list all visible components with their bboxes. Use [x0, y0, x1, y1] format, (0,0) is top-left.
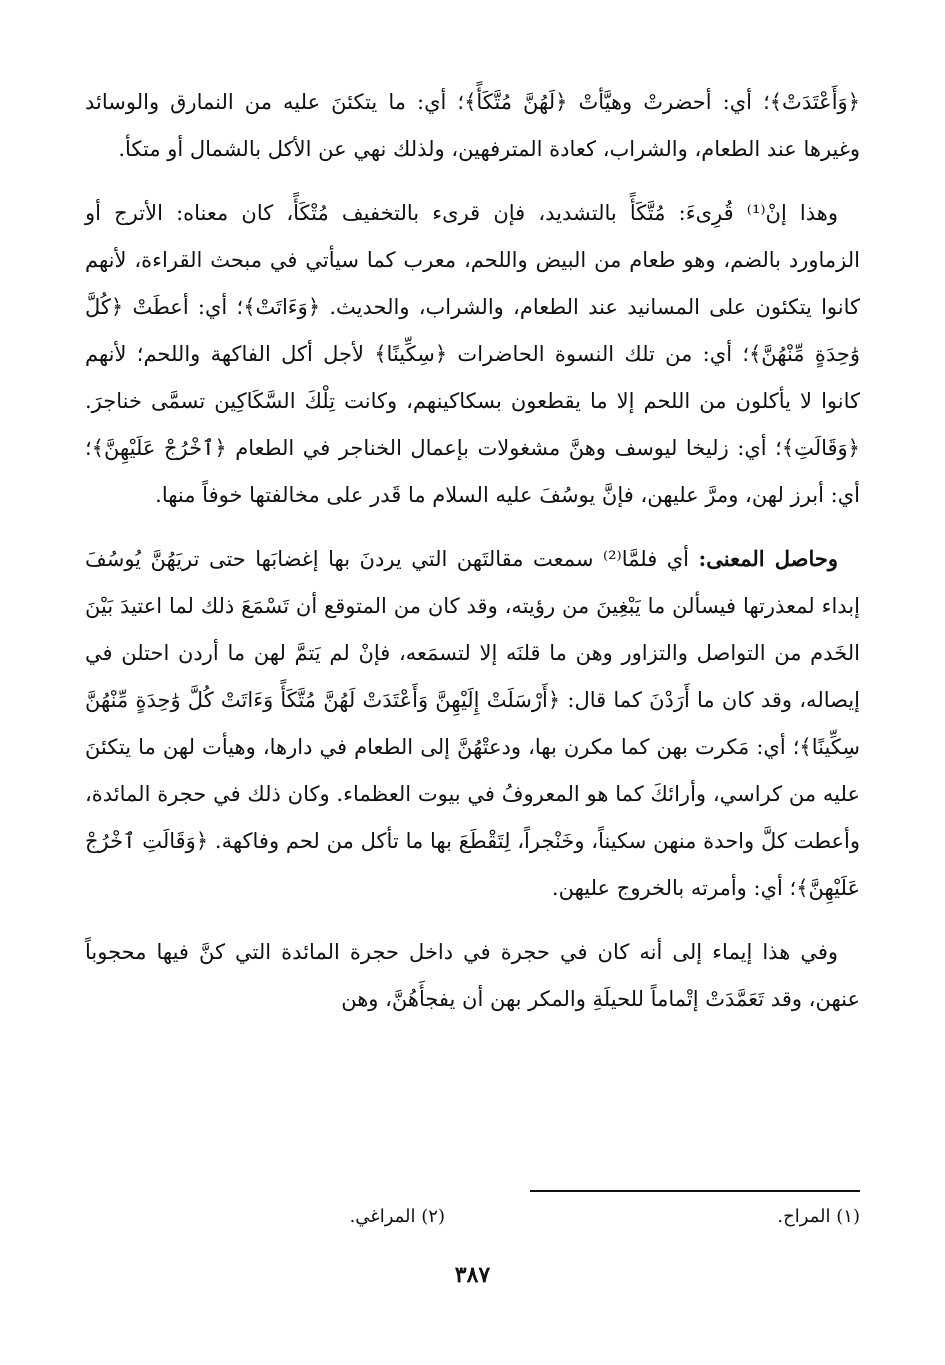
footnote-2: (٢) المراغي. [349, 1206, 445, 1227]
paragraph-text: وهذا إنْ⁽¹⁾ قُرِىءَ: مُتَّكَأً بالتشديد، فإن قرىء بالتخفيف مُتْكَأً، كان معناه: الأترج أو الزماورد بالضم، وهو طعام من البيض واللحم، معرب كما سيأتي في مبحث القراءة، لأنهم كانوا يتكئون على المسانيد عند الطعام، والشراب، والحديث. ﴿وَءَاتَتْ﴾؛ أي: أعطَتْ ﴿كُلَّ وَٰحِدَةٍ مِّنْهُنَّ﴾؛ أي: من تلك النسوة الحاضرات ﴿سِكِّينًا﴾ لأجل أكل الفاكهة واللحم؛ لأنهم كانوا لا يأكلون من اللحم إلا ما يقطعون بسكاكينهم، وكانت تِلْكَ السَّكَاكِين تسمَّى خناجرَ. ﴿وَقَالَتِ﴾؛ أي: زليخا ليوسف وهنَّ مشغولات بإعمال الخناجر في الطعام ﴿ٱخْرُجْ عَلَيْهِنَّ﴾؛ أي: أبرز لهن، ومرَّ عليهن، فإنَّ يوسُفَ عليه السلام ما قَدر على مخالفتها خوفاً منها. [85, 201, 860, 507]
paragraph-lead: وحاصل المعنى: [698, 546, 838, 571]
page-number: ٣٨٧ [454, 1262, 491, 1288]
paragraph-text: أي فلمَّا⁽²⁾ سمعت مقالتَهن التي يردنَ بها إغضابَها حتى تريَهُنَّ يُوسُفَ إبداء لمعذرتها فيسألن ما يَبْغِينَ من رؤيته، وقد كان من المتوقع أن تَسْمَعَ ذلك لما اعتيدَ بَيْنَ الخَدم من التواصل والتزاور وهن ما قلنَه إلا لتسمَعه، فإنْ لم يَتمَّ لهن ما أردن احتلن في إيصاله، وقد كان ما أَرَدْنَ كما قال: ﴿أَرْسَلَتْ إِلَيْهِنَّ وَأَعْتَدَتْ لَهُنَّ مُتَّكَأً وَءَاتَتْ كُلَّ وَٰحِدَةٍ مِّنْهُنَّ سِكِّينًا﴾؛ أي: مَكرت بهن كما مكرن بها، ودعتْهُنَّ إلى الطعام في دارها، وهيأت لهن ما يتكئنَ عليه من كراسي، وأرائكَ كما هو المعروفُ في بيوت العظماء. وكان ذلك في حجرة المائدة، وأعطت كلَّ واحدة منهن سكيناً، وخَنْجراً، لِتَقْطَعَ بها ما تأكل من لحم وفاكهة. ﴿وَقَالَتِ ٱخْرُجْ عَلَيْهِنَّ﴾؛ أي: وأمرته بالخروج عليهن. [85, 547, 860, 900]
paragraph-4 [85, 928, 860, 1023]
paragraph-2 [85, 189, 860, 519]
footnote-1: (١) المراح. [777, 1206, 860, 1227]
paragraph-1 [85, 78, 860, 173]
paragraph-text: ﴿وَأَعْتَدَتْ﴾؛ أي: أحضرتْ وهيَّأتْ ﴿لَهُنَّ مُتَّكَأً﴾؛ أي: ما يتكئنَ عليه من النمارق والوسائد وغيرها عند الطعام، والشراب، كعادة المترفهين، ولذلك نهي عن الأكل بالشمال أو متكأ. [85, 90, 860, 161]
paragraph-3 [85, 535, 860, 912]
body-text [85, 78, 860, 1023]
footnotes [85, 1202, 860, 1232]
footnote-divider [530, 1190, 860, 1192]
paragraph-text: وفي هذا إيماء إلى أنه كان في حجرة في داخل حجرة المائدة التي كنَّ فيها محجوباً عنهن، وقد تَعَمَّدَتْ إتْماماً للحيلَةِ والمكر بهن أن يفجأَهُنَّ، وهن [85, 940, 860, 1011]
